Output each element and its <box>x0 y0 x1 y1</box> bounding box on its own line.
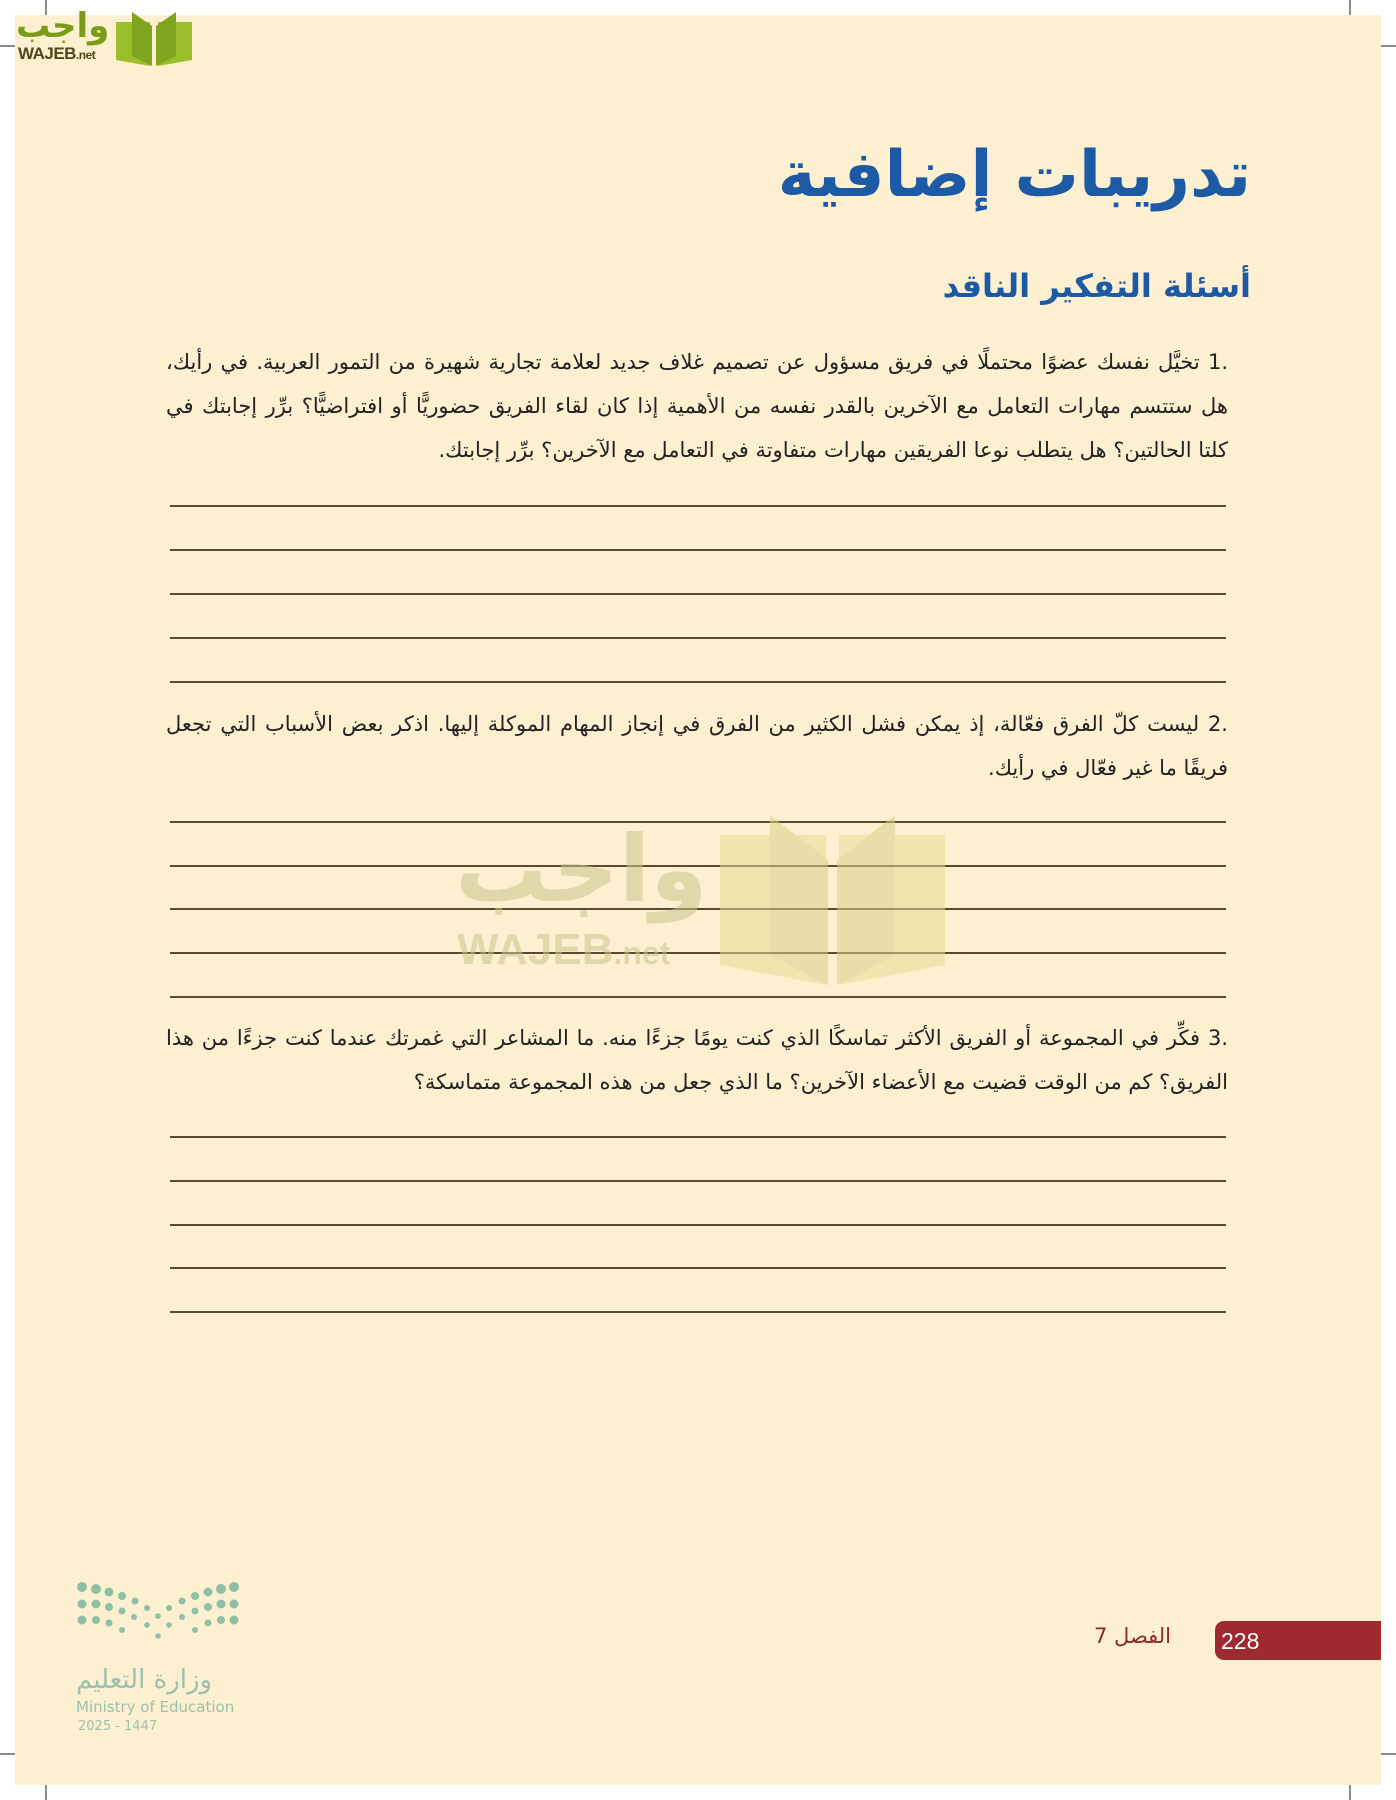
open-book-icon <box>114 10 194 66</box>
page-number: 228 <box>1221 1628 1260 1654</box>
question-number: 3. <box>1207 1026 1228 1050</box>
ministry-dots-emblem-icon <box>76 1580 246 1650</box>
answer-line[interactable] <box>170 865 1226 867</box>
logo-english-text: WAJEB.net <box>18 44 96 63</box>
question-number: 1. <box>1207 350 1228 374</box>
answer-line[interactable] <box>170 908 1226 910</box>
question-3 <box>166 1016 1228 1104</box>
question-1 <box>166 340 1228 472</box>
answer-line[interactable] <box>170 996 1226 998</box>
logo-arabic-text: واجب <box>16 6 110 46</box>
page-number-badge <box>1215 1621 1381 1660</box>
academic-year: 2025 - 1447 <box>78 1719 158 1734</box>
question-number: 2. <box>1207 712 1228 736</box>
chapter-label: الفصل 7 <box>1094 1624 1172 1648</box>
section-heading: أسئلة التفكير الناقد <box>942 267 1251 305</box>
answer-line[interactable] <box>170 681 1226 683</box>
answer-line[interactable] <box>170 1267 1226 1269</box>
answer-line[interactable] <box>170 593 1226 595</box>
page-title: تدريبات إضافية <box>777 138 1251 212</box>
answer-line[interactable] <box>170 549 1226 551</box>
question-text: تخيَّل نفسك عضوًا محتملًا في فريق مسؤول عن تصميم غلاف جديد لعلامة تجارية شهيرة من التمور العربية. في رأيك، هل ستتسم مهارات التعامل مع الآخرين بالقدر نفسه من الأهمية إذا كان لقاء الفريق حضوريًّا أو افتراضيًّا؟ برِّر إجابتك في كلتا الحالتين؟ هل يتطلب نوعا الفريقين مهارات متفاوتة في التعامل مع الآخرين؟ برِّر إجابتك. <box>166 350 1228 462</box>
answer-line[interactable] <box>170 1224 1226 1226</box>
answer-line[interactable] <box>170 821 1226 823</box>
watermark-english-text: WAJEB.net <box>457 925 671 974</box>
answer-line[interactable] <box>170 505 1226 507</box>
answer-line[interactable] <box>170 1180 1226 1182</box>
answer-line[interactable] <box>170 1311 1226 1313</box>
watermark-arabic-text: واجب <box>455 816 708 923</box>
answer-line[interactable] <box>170 637 1226 639</box>
ministry-of-education-logo <box>76 1580 276 1740</box>
question-text: فكِّر في المجموعة أو الفريق الأكثر تماسكًا الذي كنت يومًا جزءًا منه. ما المشاعر التي غمرتك عندما كنت جزءًا من هذا الفريق؟ كم من الوقت قضيت مع الأعضاء الآخرين؟ ما الذي جعل من هذه المجموعة متماسكة؟ <box>166 1026 1228 1094</box>
answer-line[interactable] <box>170 1136 1226 1138</box>
ministry-name-arabic: وزارة التعليم <box>76 1665 213 1695</box>
wajeb-logo[interactable] <box>8 6 193 66</box>
ministry-name-english: Ministry of Education <box>76 1698 235 1716</box>
answer-line[interactable] <box>170 952 1226 954</box>
question-text: ليست كلّ الفرق فعّالة، إذ يمكن فشل الكثير من الفرق في إنجاز المهام الموكلة إليها. اذكر بعض الأسباب التي تجعل فريقًا ما غير فعّال في رأيك. <box>166 712 1228 780</box>
question-2 <box>166 702 1228 790</box>
